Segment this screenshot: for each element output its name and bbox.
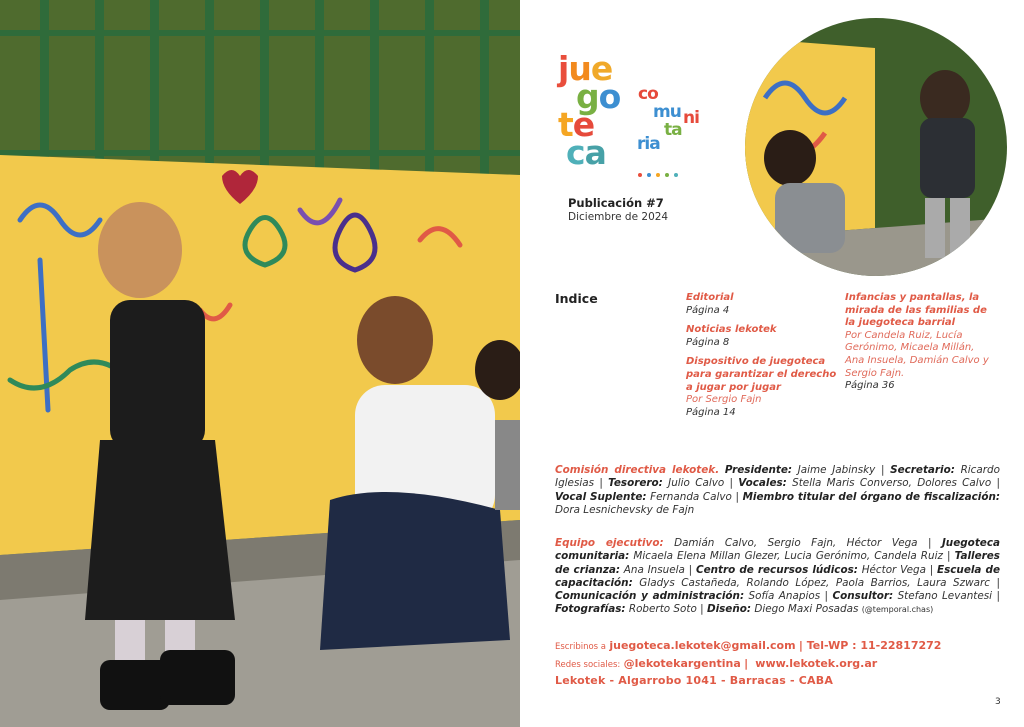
role-names: Héctor Vega	[861, 563, 926, 576]
role-names: Gladys Castañeda, Rolando López, Paola Barrios, Laura Szwarc	[639, 576, 990, 589]
role-names: Jaime Jabinsky	[797, 464, 876, 476]
logo-word-jue: jue	[558, 49, 613, 88]
role-label: Vocal Suplente:	[555, 490, 647, 503]
team-lead-names: Damián Calvo, Sergio Fajn, Héctor Vega	[674, 537, 918, 549]
email-link[interactable]: juegoteca.lekotek@gmail.com	[609, 639, 796, 652]
role-label: Vocales:	[738, 477, 787, 490]
index-entry-page: Página 14	[686, 406, 736, 418]
index-entry-title[interactable]: Editorial	[686, 292, 734, 303]
index-entry-title[interactable]: Noticias lekotek	[686, 324, 777, 336]
board-heading: Comisión directiva lekotek.	[555, 464, 720, 476]
email-label: Escribinos a	[555, 642, 607, 652]
page-number: 3	[995, 697, 1001, 707]
role-names: Micaela Elena Millan Glezer, Lucia Gerónimo, Candela Ruiz	[633, 550, 943, 563]
circle-photo-children-painting	[745, 18, 1007, 276]
publication-title: Publicación #7	[568, 196, 664, 210]
role-names: Dora Lesnichevsky de Fajn	[555, 503, 695, 516]
logo-dots	[638, 162, 683, 181]
board-of-directors: Comisión directiva lekotek. Presidente: Jaime Jabinsky | Secretario: Ricardo Iglesias | Tesorero: Julio Calvo | Vocales: Stella Maris Converso, Dolores Calvo | Vocal Suplente: Fernanda Calvo | Miembro titular del órgano de fiscalización: Dora Lesnichevsky de Fajn	[555, 464, 1001, 516]
index-column-1	[686, 292, 846, 426]
index-column-2	[845, 292, 995, 400]
role-names: Diego Maxi Posadas	[754, 603, 859, 616]
role-names: Julio Calvo	[668, 477, 725, 490]
role-names: Fernanda Calvo	[650, 490, 732, 503]
role-names: Ricardo Iglesias	[555, 464, 1000, 490]
social-handle[interactable]: @lekotekargentina	[623, 656, 741, 670]
logo-tagline-ta: ta	[664, 120, 682, 140]
role-label: Comunicación y administración:	[555, 590, 745, 603]
index-entry-page: Página 36	[845, 380, 895, 392]
index-entry[interactable]	[845, 292, 995, 393]
team-heading: Equipo ejecutivo:	[555, 537, 664, 549]
publication-page	[520, 0, 1024, 727]
role-label: Miembro titular del órgano de fiscalización:	[742, 490, 1001, 503]
role-names: Ana Insuela	[623, 563, 685, 576]
index-entry-page: Página 4	[686, 304, 730, 316]
index-entry-author: Por Sergio Fajn	[686, 394, 762, 406]
index-entry[interactable]	[686, 356, 846, 419]
publication-info	[568, 196, 668, 223]
role-names: Roberto Soto	[628, 603, 697, 616]
role-names: Sofía Anapios	[748, 590, 821, 603]
role-label: Escuela de capacitación:	[555, 563, 1001, 589]
phone-number: | Tel-WP : 11-22817272	[798, 639, 942, 652]
logo-tagline-co: co	[638, 84, 658, 104]
index-entry[interactable]	[686, 324, 846, 349]
logo-word-te: te	[558, 105, 595, 144]
index-entry-page: Página 8	[686, 336, 730, 348]
index-label: Indice	[555, 291, 598, 306]
index-entry[interactable]	[686, 292, 846, 317]
role-label: Diseño:	[706, 603, 752, 616]
designer-handle: (@temporal.chas)	[861, 605, 934, 615]
role-label: Fotografías:	[555, 603, 626, 616]
publication-date: Diciembre de 2024	[568, 211, 669, 223]
role-label: Consultor:	[832, 590, 894, 603]
executive-team: Equipo ejecutivo: Damián Calvo, Sergio Fajn, Héctor Vega | Juegoteca comunitaria: Micaela Elena Millan Glezer, Lucia Gerónimo, Candela Ruiz | Talleres de crianza: Ana Insuela | Centro de recursos lúdicos: Héctor Vega | Escuela de capacitación: Gladys Castañeda, Rolando López, Paola Barrios, Laura Szwarc | Comunicación y administración: Sofía Anapios | Consultor: Stefano Levantesi | Fotografías: Roberto Soto | Diseño: Diego Maxi Posadas (@temporal.chas)	[555, 537, 1001, 616]
social-label: Redes sociales:	[555, 659, 621, 670]
role-label: Juegoteca comunitaria:	[555, 537, 1001, 563]
juegoteca-comunitaria-logo	[556, 50, 706, 180]
index-entry-title[interactable]: Dispositivo de juegoteca para garantizar el derecho a jugar por jugar	[686, 356, 837, 393]
contact-social-line: Redes sociales: @lekotekargentina | www.lekotek.org.ar	[555, 656, 878, 670]
contact-email-line	[555, 638, 941, 656]
role-label: Secretario:	[890, 464, 955, 476]
role-names: Stefano Levantesi	[897, 590, 993, 603]
logo-word-ca: ca	[566, 133, 606, 172]
index-entry-author: Por Candela Ruiz, Lucía Gerónimo, Micaela Millán, Ana Insuela, Damián Calvo y Sergio Fajn.	[845, 329, 989, 379]
index-entry-title[interactable]: Infancias y pantallas, la mirada de las familias de la juegoteca barrial	[845, 292, 987, 329]
website-link[interactable]: www.lekotek.org.ar	[755, 656, 878, 670]
role-label: Talleres de crianza:	[555, 550, 1000, 576]
logo-tagline-ria: ria	[637, 134, 660, 154]
logo-tagline-mu: mu	[653, 102, 681, 122]
logo-word-go: go	[576, 77, 621, 116]
contact-block	[555, 638, 941, 689]
role-label: Presidente:	[724, 464, 793, 476]
address: Lekotek - Algarrobo 1041 - Barracas - CABA	[555, 674, 834, 687]
role-names: Stella Maris Converso, Dolores Calvo	[792, 477, 992, 490]
role-label: Centro de recursos lúdicos:	[695, 563, 858, 576]
logo-tagline-ni: ni	[683, 108, 699, 128]
role-label: Tesorero:	[608, 477, 663, 490]
